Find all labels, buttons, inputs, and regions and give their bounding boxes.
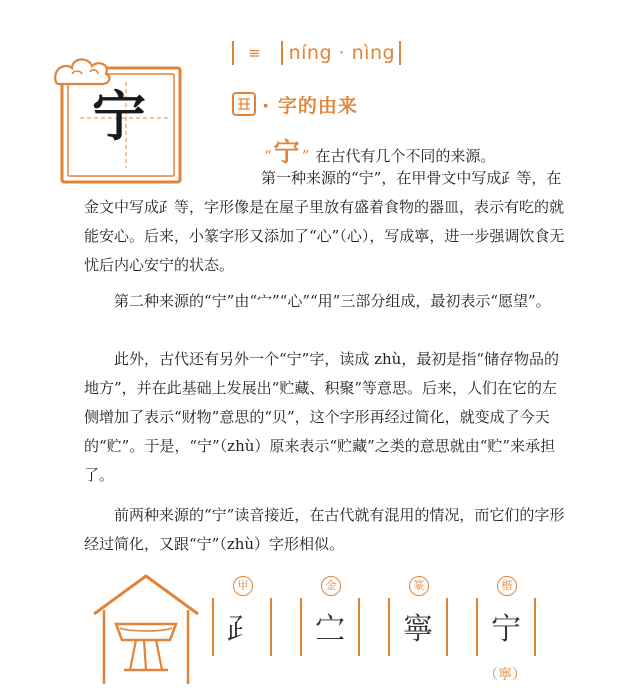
section-title: · 字的由来 xyxy=(262,95,358,117)
menu-mark-icon: ≡ xyxy=(248,44,261,62)
traditional-form: （寧） xyxy=(484,667,526,683)
script-regular xyxy=(476,579,536,662)
paragraph-first-source: 第一种来源的“宁”，在甲骨文中写成⺪等，在金文中写成⺪等，字形像是在屋子里放有盛着食物的器皿，表示有吃的就能安心。后来，小篆字形又添加了“心”（心），写成寧，进一步强调饮食无忧后内心安宁的状态。 xyxy=(84,169,565,274)
quote-close: ” xyxy=(301,147,310,165)
script-glyph: 宁 xyxy=(491,612,521,647)
intro-character: 宁 xyxy=(273,138,300,168)
pinyin-header xyxy=(232,40,401,66)
divider-mid xyxy=(281,41,283,65)
seal-icon xyxy=(232,92,256,116)
house-vessel-icon xyxy=(90,570,202,688)
script-label: 楷 xyxy=(497,576,517,596)
quote-open: “ xyxy=(264,147,272,165)
paragraph-second-source: 第二种来源的“宁”由“宀”“心”“用”三部分组成，最初表示“愿望”。 xyxy=(114,292,551,310)
script-oracle xyxy=(212,579,272,662)
divider-right xyxy=(399,41,401,65)
script-bronze xyxy=(300,579,360,662)
intro-text: 在古代有几个不同的来源。 xyxy=(315,147,496,165)
script-label: 甲 xyxy=(233,576,253,596)
paragraph-zhu-source: 此外，古代还有另外一个“宁”字，读成 zhù，最初是指“储存物品的地方”，并在此基础上发展出“贮藏、积聚”等意思。后来，人们在它的左侧增加了表示“财物”意思的“贝”，这个字形再经过简化，就变成了今天的“贮”。于是，“宁”（zhù）原来表示“贮藏”之类的意思就由“贮”来承担了。 xyxy=(84,350,560,484)
pinyin-text: níng · nìng xyxy=(288,42,396,64)
script-label: 金 xyxy=(321,576,341,596)
script-label: 篆 xyxy=(409,576,429,596)
main-character: 宁 xyxy=(92,84,146,148)
divider-left xyxy=(232,41,234,65)
script-glyph: ⺪ xyxy=(227,612,257,647)
paragraph-summary: 前两种来源的“宁”读音接近，在古代就有混用的情况，而它们的字形经过简化，又跟“宁”（zhù）字形相似。 xyxy=(84,506,565,553)
script-glyph: 寧 xyxy=(403,612,433,647)
script-seal xyxy=(388,579,448,662)
script-glyph: 㝉 xyxy=(315,612,345,647)
